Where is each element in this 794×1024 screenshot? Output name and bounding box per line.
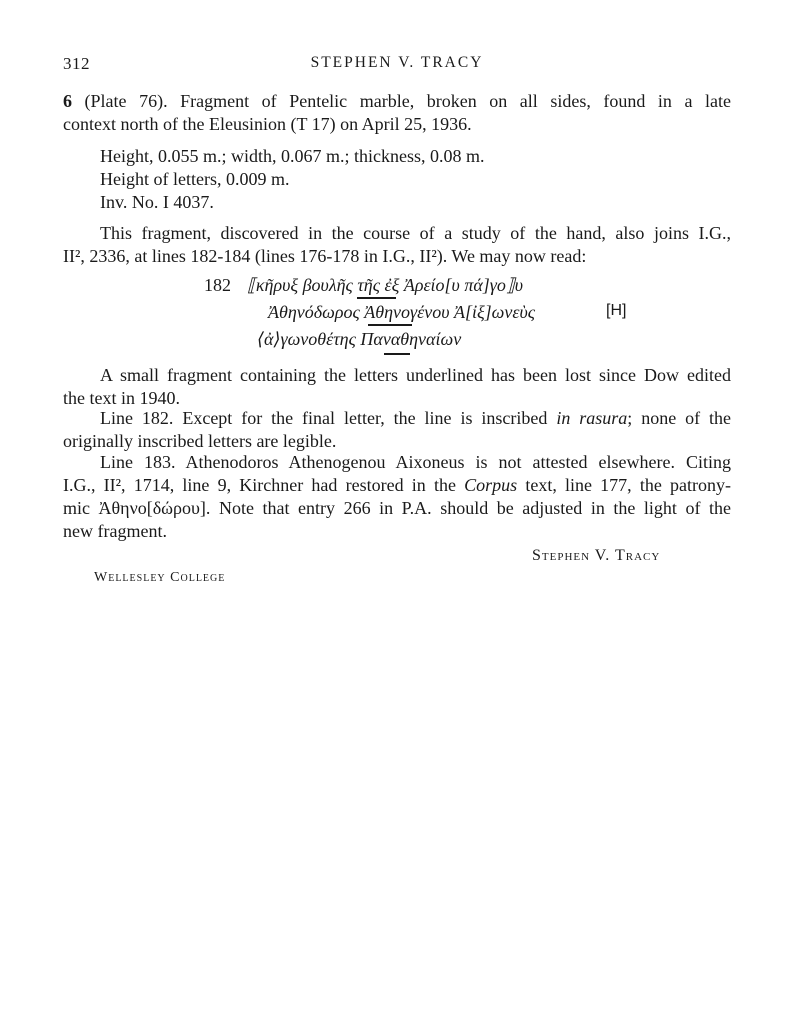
- paragraph-lost-fragment: [63, 364, 731, 410]
- paragraph-line-183-line-3: mic Ἀθηνο[δώρου]. Note that entry 266 in P.A. should be adjusted in the light of the: [63, 498, 731, 518]
- paragraph-line-183-line-1: Line 183. Athenodoros Athenogenou Aixoneus is not attested elsewhere. Citing: [100, 452, 731, 472]
- author-signature: Stephen V. Tracy: [532, 547, 661, 564]
- underline-mark: [384, 353, 410, 355]
- page-number: 312: [63, 54, 90, 73]
- inscription-line-number: 182: [204, 275, 231, 295]
- paragraph-lost-fragment-line-1: A small fragment containing the letters underlined has been lost since Dow edited: [100, 365, 731, 385]
- corpus-word: Corpus: [464, 475, 518, 495]
- underline-mark: [368, 324, 412, 326]
- citation-text-end: text, line 177, the patrony-: [517, 475, 732, 495]
- entry-intro: [63, 90, 731, 136]
- paragraph-joins-line-1: This fragment, discovered in the course of a study of the hand, also joins I.G.,: [100, 223, 731, 243]
- paragraph-lost-fragment-line-2: the text in 1940.: [63, 388, 180, 408]
- measurement-letter-height: Height of letters, 0.009 m.: [100, 169, 290, 189]
- entry-intro-line-1: [63, 90, 731, 113]
- paragraph-line-182-text-end: ; none of the: [627, 408, 732, 428]
- underline-mark: [357, 297, 386, 299]
- measurements-block: [100, 145, 485, 214]
- paragraph-joins: [63, 222, 731, 268]
- inscription-line-1: ⟦κῆρυξ βουλῆς τῆς ἐξ Ἀρείο[υ πά]γο⟧υ: [247, 275, 524, 295]
- paragraph-joins-line-2: II², 2336, at lines 182-184 (lines 176-178 in I.G., II²). We may now read:: [63, 246, 587, 266]
- paragraph-line-182-line-2: originally inscribed letters are legible.: [63, 431, 337, 451]
- paragraph-line-183: [63, 451, 731, 543]
- paragraph-line-182-line-1: [63, 407, 731, 430]
- in-rasura-phrase: in rasura: [556, 408, 628, 428]
- paragraph-line-183-line-4: new fragment.: [63, 521, 167, 541]
- paragraph-line-182: [63, 407, 731, 453]
- paragraph-line-182-text: Line 182. Except for the final letter, the line is inscribed: [100, 408, 557, 428]
- entry-number: 6: [63, 91, 72, 111]
- author-affiliation: Wellesley College: [94, 570, 226, 585]
- inscription-line-3: ⟨ἀ⟩γωνοθέτης Παναθηναίων: [257, 329, 462, 349]
- citation-text: I.G., II², 1714, line 9, Kirchner had restored in the: [63, 475, 465, 495]
- entry-intro-line-2: context north of the Eleusinion (T 17) on April 25, 1936.: [63, 114, 472, 134]
- measurement-dimensions: Height, 0.055 m.; width, 0.067 m.; thickness, 0.08 m.: [100, 146, 485, 166]
- inscription-line-2: Ἀθηνόδωρος Ἀθηνογένου Ἀ[ἰξ]ωνεὺς: [268, 302, 536, 322]
- measurement-inventory: Inv. No. I 4037.: [100, 192, 214, 212]
- entry-intro-text: (Plate 76). Fragment of Pentelic marble, broken on all sides, found in a late: [72, 91, 731, 111]
- inscription-siglum: [H]: [606, 302, 627, 319]
- running-title: STEPHEN V. TRACY: [310, 54, 484, 71]
- paragraph-line-183-line-2: [63, 474, 731, 497]
- underline-mark: [384, 297, 396, 299]
